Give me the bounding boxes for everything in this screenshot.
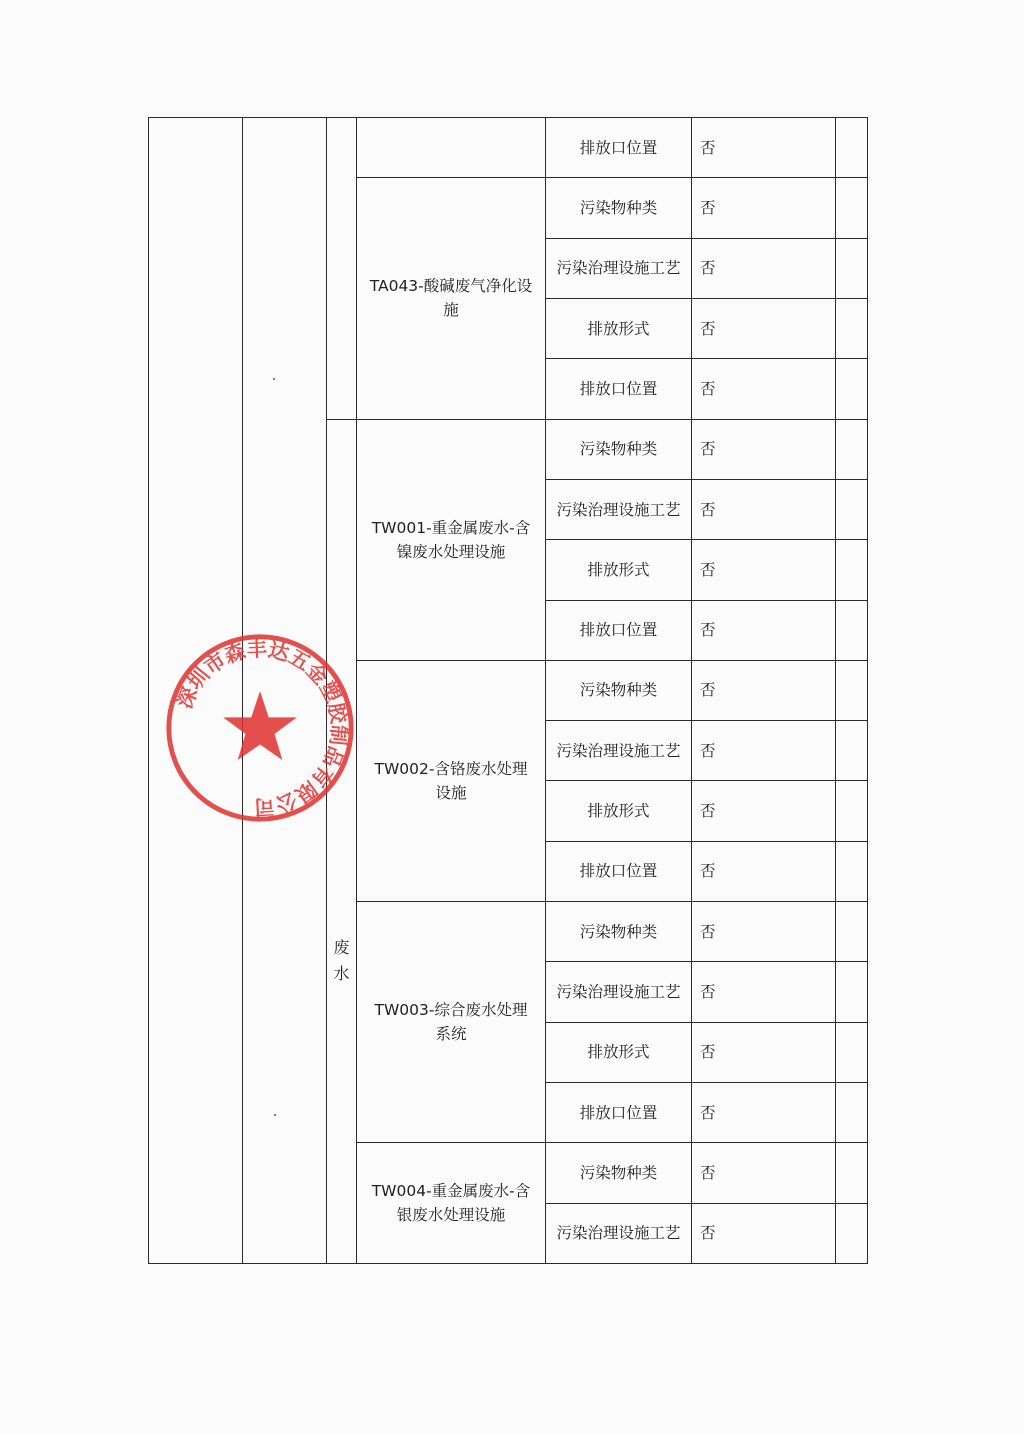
facility-cell: TA043-酸碱废气净化设施 [357,178,546,419]
item-cell: 排放口位置 [546,359,692,419]
facility-cell: TW004-重金属废水-含银废水处理设施 [357,1143,546,1264]
value-cell: 否 [692,419,836,479]
blank-cell [836,1143,868,1203]
seal-text: 深圳市森丰达五金塑胶制品有限公司 [172,636,352,820]
blank-cell [836,962,868,1022]
item-cell: 排放形式 [546,540,692,600]
item-cell: 污染物种类 [546,902,692,962]
item-cell: 排放口位置 [546,1083,692,1143]
item-cell: 污染治理设施工艺 [546,962,692,1022]
item-cell: 污染物种类 [546,660,692,720]
item-cell: 污染治理设施工艺 [546,1203,692,1263]
blank-cell [836,238,868,298]
value-cell: 否 [692,118,836,178]
blank-cell [836,600,868,660]
blank-cell [836,902,868,962]
value-cell: 否 [692,1022,836,1082]
value-cell: 否 [692,479,836,539]
item-cell: 污染物种类 [546,419,692,479]
value-cell: 否 [692,660,836,720]
item-cell: 排放形式 [546,298,692,358]
item-cell: 污染治理设施工艺 [546,238,692,298]
value-cell: 否 [692,1083,836,1143]
item-cell: 排放形式 [546,1022,692,1082]
blank-cell [836,118,868,178]
blank-cell [836,1203,868,1263]
value-cell: 否 [692,841,836,901]
item-cell: 排放口位置 [546,118,692,178]
value-cell: 否 [692,1143,836,1203]
blank-cell [836,540,868,600]
value-cell: 否 [692,1203,836,1263]
blank-cell [836,359,868,419]
value-cell: 否 [692,781,836,841]
blank-category-cell [327,118,357,420]
value-cell: 否 [692,600,836,660]
item-cell: 污染物种类 [546,1143,692,1203]
value-cell: 否 [692,359,836,419]
value-cell: 否 [692,298,836,358]
value-cell: 否 [692,178,836,238]
scan-speck [273,378,275,380]
scan-speck [274,1114,276,1116]
blank-cell [836,178,868,238]
facility-cell: TW002-含铬废水处理设施 [357,660,546,901]
value-cell: 否 [692,902,836,962]
blank-cell [836,781,868,841]
facility-cell: TW001-重金属废水-含镍废水处理设施 [357,419,546,660]
blank-cell [836,1083,868,1143]
value-cell: 否 [692,962,836,1022]
blank-col-2 [243,118,327,1264]
item-cell: 污染物种类 [546,178,692,238]
item-cell: 污染治理设施工艺 [546,721,692,781]
blank-cell [836,419,868,479]
blank-cell [836,841,868,901]
category-label: 废水 [333,938,350,984]
item-cell: 污染治理设施工艺 [546,479,692,539]
value-cell: 否 [692,238,836,298]
value-cell: 否 [692,540,836,600]
facility-cell: TW003-综合废水处理系统 [357,902,546,1143]
item-cell: 排放口位置 [546,600,692,660]
item-cell: 排放口位置 [546,841,692,901]
blank-cell [836,298,868,358]
blank-cell [836,1022,868,1082]
value-cell: 否 [692,721,836,781]
blank-cell [836,721,868,781]
blank-cell [836,660,868,720]
blank-cell [836,479,868,539]
inspection-table [148,117,868,1264]
category-cell [327,419,357,1263]
facility-cell [357,118,546,178]
item-cell: 排放形式 [546,781,692,841]
blank-col-1 [149,118,243,1264]
